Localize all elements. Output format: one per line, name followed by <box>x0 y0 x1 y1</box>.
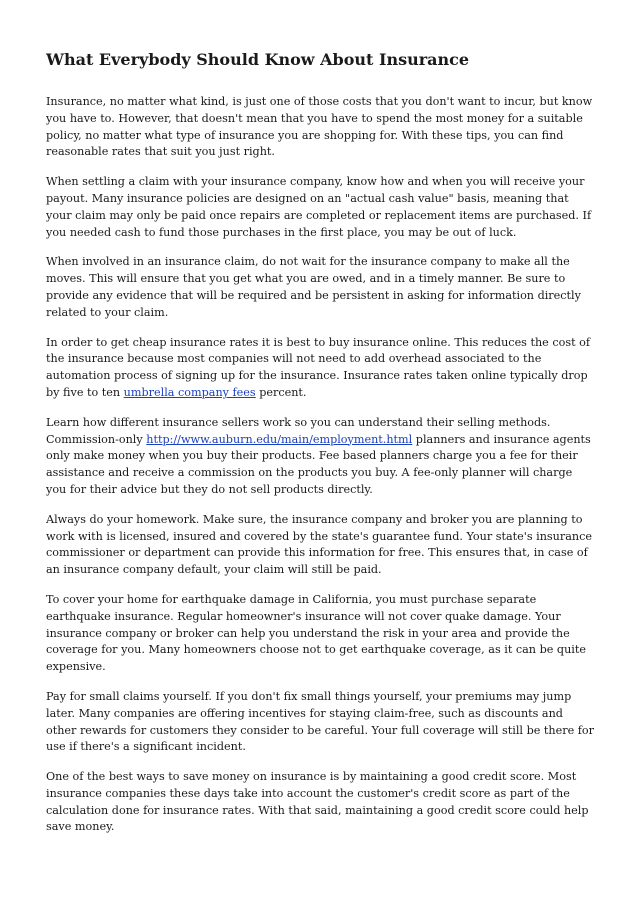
paragraph-8 <box>46 689 594 756</box>
paragraph-4-text-after: percent. <box>255 385 307 399</box>
paragraph-9-text: One of the best ways to save money on insurance is by maintaining a good credit score. Most insurance companies these days take into account the customer's credit score as part of the calculation done for insurance rates. With that said, maintaining a good credit score could help save money. <box>46 770 589 834</box>
paragraph-4 <box>46 335 594 402</box>
paragraph-1 <box>46 94 594 161</box>
paragraph-5-text-after: planners and insurance agents only make money when you buy their products. Fee based planners charge you a fee for their assistance and receive a commission on the products you buy. A fee-only planner will charge you for their advice but they do not sell products directly. <box>46 432 591 496</box>
paragraph-3 <box>46 254 594 321</box>
auburn-employment-link[interactable]: http://www.auburn.edu/main/employment.html <box>146 432 413 446</box>
paragraph-5-text-before: Learn how different insurance sellers work so you can understand their selling methods. Commission-only <box>46 415 551 446</box>
paragraph-2-text: When settling a claim with your insurance company, know how and when you will receive your payout. Many insurance policies are designed on an "actual cash value" basis, meaning that your claim may only be paid once repairs are completed or replacement items are purchased. If you needed cash to fund those purchases in the first place, you may be out of luck. <box>46 175 592 239</box>
document-title: What Everybody Should Know About Insurance <box>46 50 470 69</box>
paragraph-8-text: Pay for small claims yourself. If you don't fix small things yourself, your premiums may jump later. Many companies are offering incentives for staying claim-free, such as discounts and other rewards for customers they consider to be careful. Your full coverage will still be there for use if there's a significant incident. <box>46 689 594 754</box>
document-page <box>46 48 594 849</box>
paragraph-9 <box>46 769 594 836</box>
paragraph-3-text: When involved in an insurance claim, do not wait for the insurance company to make all the moves. This will ensure that you get what you are owed, and in a timely manner. Be sure to provide any evidence that will be required and be persistent in asking for information directly related to your claim. <box>46 255 581 319</box>
paragraph-6-text: Always do your homework. Make sure, the insurance company and broker you are planning to work with is licensed, insured and covered by the state's guarantee fund. Your state's insurance commissioner or department can provide this information for free. This ensures that, in case of an insurance company default, your claim will still be paid. <box>46 512 592 577</box>
paragraph-1-text: Insurance, no matter what kind, is just one of those costs that you don't want to incur, but know you have to. However, that doesn't mean that you have to spend the most money for a suitable policy, no matter what type of insurance you are shopping for. With these tips, you can find reasonable rates that suit you just right. <box>46 95 593 159</box>
paragraph-7-text: To cover your home for earthquake damage in California, you must purchase separate earthquake insurance. Regular homeowner's insurance will not cover quake damage. Your insurance company or broker can help you understand the risk in your area and provide the coverage for you. Many homeowners choose not to get earthquake coverage, as it can be quite expensive. <box>46 592 586 674</box>
paragraph-5 <box>46 415 594 499</box>
paragraph-4-text-before: In order to get cheap insurance rates it is best to buy insurance online. This reduces the cost of the insurance because most companies will not need to add overhead associated to the automation process of signing up for the insurance. Insurance rates taken online typically drop by five to ten <box>46 335 591 399</box>
paragraph-2 <box>46 174 594 241</box>
paragraph-7 <box>46 592 594 676</box>
paragraph-6 <box>46 512 594 579</box>
umbrella-company-fees-link[interactable]: umbrella company fees <box>123 385 256 399</box>
